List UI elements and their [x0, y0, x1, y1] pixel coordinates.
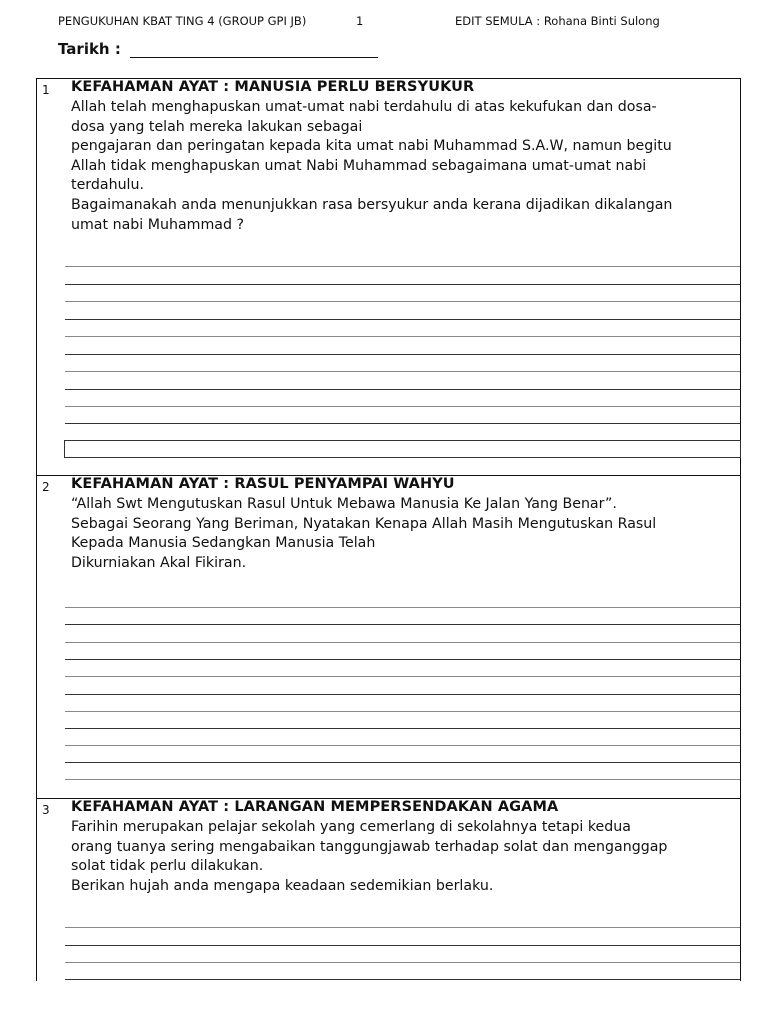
question-line: Kepada Manusia Sedangkan Manusia Telah: [71, 535, 376, 552]
answer-line[interactable]: [65, 945, 740, 946]
answer-line[interactable]: [65, 423, 740, 424]
question-text: [71, 818, 735, 896]
header-left: PENGUKUHAN KBAT TING 4 (GROUP GPI JB): [58, 14, 307, 28]
answer-line[interactable]: [65, 319, 740, 320]
question-line: Allah tidak menghapuskan umat Nabi Muhammad sebagaimana umat-umat nabi: [71, 157, 647, 174]
answer-line[interactable]: [65, 336, 740, 337]
question-line: Dikurniakan Akal Fikiran.: [71, 554, 247, 571]
question-line: umat nabi Muhammad ?: [71, 216, 245, 233]
question-title: KEFAHAMAN AYAT : RASUL PENYAMPAI WAHYU: [71, 476, 455, 492]
question-line: solat tidak perlu dilakukan.: [71, 858, 264, 875]
header-right: EDIT SEMULA : Rohana Binti Sulong: [455, 14, 660, 28]
answer-line[interactable]: [65, 779, 740, 780]
question-line: Allah telah menghapuskan umat-umat nabi terdahulu di atas kekufukan dan dosa-: [71, 99, 657, 115]
answer-line[interactable]: [65, 659, 740, 660]
question-line: pengajaran dan peringatan kepada kita umat nabi Muhammad S.A.W, namun begitu: [71, 138, 672, 155]
worksheet: [36, 78, 741, 981]
tarikh-label: Tarikh :: [58, 40, 121, 58]
question-title: KEFAHAMAN AYAT : LARANGAN MEMPERSENDAKAN AGAMA: [71, 799, 559, 815]
question-line: Sebagai Seorang Yang Beriman, Nyatakan Kenapa Allah Masih Mengutuskan Rasul: [71, 515, 657, 532]
question-line: dosa yang telah mereka lakukan sebagai: [71, 118, 363, 135]
answer-line[interactable]: [65, 354, 740, 355]
question-title: KEFAHAMAN AYAT : MANUSIA PERLU BERSYUKUR: [71, 79, 475, 95]
question-1: [37, 79, 740, 476]
answer-line[interactable]: [65, 607, 740, 608]
header-page-number: 1: [356, 14, 364, 28]
question-line: Berikan hujah anda mengapa keadaan sedemikian berlaku.: [71, 877, 494, 894]
question-text: [71, 495, 735, 573]
answer-line[interactable]: [65, 762, 740, 763]
question-3: [37, 799, 740, 981]
question-line: orang tuanya sering mengabaikan tanggungjawab terhadap solat dan menganggap: [71, 838, 668, 855]
answer-line[interactable]: [65, 389, 740, 390]
answer-line[interactable]: [65, 979, 740, 980]
question-number: 3: [42, 803, 50, 817]
answer-line[interactable]: [65, 371, 740, 372]
answer-line[interactable]: [65, 642, 740, 643]
question-text: [71, 98, 735, 235]
question-number: 2: [42, 480, 50, 494]
answer-line[interactable]: [65, 728, 740, 729]
answer-line[interactable]: [65, 284, 740, 285]
question-line: terdahulu.: [71, 177, 145, 194]
question-line: Bagaimanakah anda menunjukkan rasa bersyukur anda kerana dijadikan dikalangan: [71, 196, 673, 213]
question-line: Farihin merupakan pelajar sekolah yang cemerlang di sekolahnya tetapi kedua: [71, 819, 631, 835]
answer-line[interactable]: [65, 406, 740, 407]
question-2: [37, 476, 740, 799]
answer-line[interactable]: [65, 301, 740, 302]
answer-line[interactable]: [65, 624, 740, 625]
answer-line[interactable]: [65, 711, 740, 712]
question-line: “Allah Swt Mengutuskan Rasul Untuk Mebawa Manusia Ke Jalan Yang Benar”.: [71, 496, 617, 512]
answer-line[interactable]: [65, 266, 740, 267]
answer-line[interactable]: [65, 927, 740, 928]
answer-line[interactable]: [65, 962, 740, 963]
answer-box[interactable]: [64, 440, 741, 458]
answer-line[interactable]: [65, 676, 740, 677]
answer-line[interactable]: [65, 745, 740, 746]
question-number: 1: [42, 83, 50, 97]
tarikh-input-line[interactable]: [130, 57, 378, 58]
answer-line[interactable]: [65, 694, 740, 695]
